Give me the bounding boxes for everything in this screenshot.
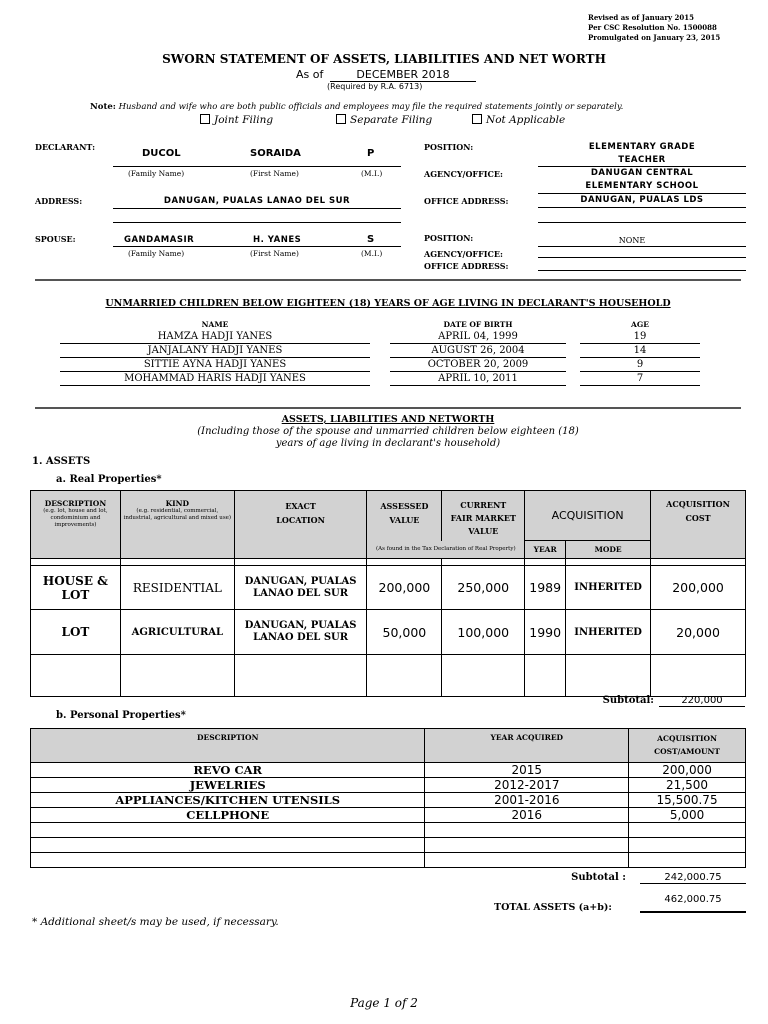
mi-caption: (M.I.) bbox=[361, 169, 383, 178]
fmv-header bbox=[442, 491, 525, 541]
child-dob: APRIL 04, 1999 bbox=[390, 330, 566, 344]
fmv-header-line: FAIR MARKET bbox=[450, 513, 516, 523]
real-subtotal-value: 220,000 bbox=[659, 695, 745, 707]
position-value bbox=[538, 141, 746, 167]
location-header-line: LOCATION bbox=[276, 515, 325, 525]
property-year: 1989 bbox=[525, 566, 566, 610]
address-label: ADDRESS: bbox=[35, 196, 83, 206]
personal-description: CELLPHONE bbox=[31, 808, 425, 823]
personal-cost-header-line: COST/AMOUNT bbox=[654, 747, 720, 756]
kind-header-label: KIND bbox=[165, 499, 190, 508]
table-row bbox=[31, 823, 746, 838]
spouse-label: SPOUSE: bbox=[35, 234, 76, 244]
total-assets-value: 462,000.75 bbox=[640, 894, 746, 913]
property-mode: INHERITED bbox=[566, 610, 651, 655]
checkbox[interactable] bbox=[200, 114, 210, 124]
child-name: HAMZA HADJI YANES bbox=[60, 330, 370, 344]
mi-caption: (M.I.) bbox=[361, 249, 383, 258]
office-address-label: OFFICE ADDRESS: bbox=[424, 196, 509, 206]
personal-year: 2015 bbox=[425, 763, 629, 778]
real-properties-heading: a. Real Properties* bbox=[56, 474, 162, 485]
spouse-mi: S bbox=[367, 234, 375, 245]
assessed-header-line: VALUE bbox=[389, 515, 420, 525]
assets-subtitle bbox=[0, 426, 768, 450]
assets-title: ASSETS, LIABILITIES AND NETWORTH bbox=[281, 414, 495, 425]
property-description: HOUSE & LOT bbox=[31, 566, 121, 610]
revision-line: Promulgated on January 23, 2015 bbox=[588, 33, 721, 42]
child-name: MOHAMMAD HARIS HADJI YANES bbox=[60, 372, 370, 386]
property-location: DANUGAN, PUALAS LANAO DEL SUR bbox=[234, 566, 367, 610]
personal-cost-header-line: ACQUISITION bbox=[657, 734, 717, 743]
location-header-line: EXACT bbox=[285, 501, 316, 511]
table-row bbox=[31, 610, 746, 655]
first-name-caption: (First Name) bbox=[250, 249, 299, 258]
children-name-header: NAME bbox=[201, 320, 229, 329]
personal-description: REVO CAR bbox=[31, 763, 425, 778]
property-assessed-value: 50,000 bbox=[367, 610, 442, 655]
table-row bbox=[31, 763, 746, 778]
as-of-label: As of bbox=[296, 68, 324, 81]
child-age: 9 bbox=[580, 358, 700, 372]
table-row bbox=[31, 778, 746, 793]
child-dob: OCTOBER 20, 2009 bbox=[390, 358, 566, 372]
position-label: POSITION: bbox=[424, 142, 474, 152]
property-cost: 20,000 bbox=[651, 610, 746, 655]
address-value: DANUGAN, PUALAS LANAO DEL SUR bbox=[163, 196, 351, 206]
child-name: JANJALANY HADJI YANES bbox=[60, 344, 370, 358]
declarant-mi: P bbox=[367, 148, 375, 159]
revision-line: Revised as of January 2015 bbox=[588, 13, 694, 22]
revision-note bbox=[588, 13, 720, 43]
assets-heading: 1. ASSETS bbox=[32, 456, 91, 467]
personal-properties-heading: b. Personal Properties* bbox=[56, 710, 186, 721]
footnote: * Additional sheet/s may be used, if necessary. bbox=[32, 916, 279, 928]
children-age-header: AGE bbox=[631, 320, 649, 329]
table-row bbox=[31, 808, 746, 823]
spouse-position-label: POSITION: bbox=[424, 233, 474, 243]
agency-line: DANUGAN CENTRAL bbox=[590, 168, 694, 178]
child-age: 14 bbox=[580, 344, 700, 358]
property-cost: 200,000 bbox=[651, 566, 746, 610]
real-subtotal-label: Subtotal: bbox=[602, 695, 654, 706]
child-dob: AUGUST 26, 2004 bbox=[390, 344, 566, 358]
spouse-office-address-label: OFFICE ADDRESS: bbox=[424, 261, 509, 271]
personal-subtotal-value: 242,000.75 bbox=[640, 872, 746, 884]
required-by: (Required by R.A. 6713) bbox=[327, 82, 423, 91]
child-age: 19 bbox=[580, 330, 700, 344]
spouse-position-value: NONE bbox=[618, 236, 646, 245]
personal-cost: 5,000 bbox=[629, 808, 746, 823]
revision-line: Per CSC Resolution No. 1500088 bbox=[588, 23, 717, 32]
property-description: LOT bbox=[31, 610, 121, 655]
property-year: 1990 bbox=[525, 610, 566, 655]
family-name-caption: (Family Name) bbox=[128, 249, 185, 258]
personal-description-header: DESCRIPTION bbox=[31, 729, 425, 763]
kind-header-note: (e.g. residential, commercial, industrial, agricultural and mixed use) bbox=[123, 508, 232, 521]
personal-cost: 200,000 bbox=[629, 763, 746, 778]
property-kind: AGRICULTURAL bbox=[120, 610, 234, 655]
description-header bbox=[31, 491, 121, 559]
description-header-label: DESCRIPTION bbox=[44, 499, 107, 508]
table-row bbox=[31, 853, 746, 868]
personal-year: 2012-2017 bbox=[425, 778, 629, 793]
personal-cost-header bbox=[629, 729, 746, 763]
list-item bbox=[60, 372, 700, 386]
real-properties-table bbox=[30, 490, 746, 697]
assessed-header-line: ASSESSED bbox=[380, 501, 429, 511]
table-row bbox=[31, 793, 746, 808]
personal-properties-table bbox=[30, 728, 746, 868]
assets-subtitle-line: years of age living in declarant's household) bbox=[275, 438, 501, 449]
cost-header-line: COST bbox=[685, 513, 711, 523]
checkbox[interactable] bbox=[472, 114, 482, 124]
table-row bbox=[31, 655, 746, 697]
spacer-row bbox=[31, 559, 746, 566]
spouse-family-name: GANDAMASIR bbox=[124, 235, 195, 245]
personal-year: 2001-2016 bbox=[425, 793, 629, 808]
fmv-header-line: CURRENT bbox=[460, 500, 507, 510]
property-location: DANUGAN, PUALAS LANAO DEL SUR bbox=[234, 610, 367, 655]
property-fmv: 100,000 bbox=[442, 610, 525, 655]
children-dob-header: DATE OF BIRTH bbox=[443, 320, 513, 329]
total-assets-label: TOTAL ASSETS (a+b): bbox=[494, 902, 612, 913]
page-title: SWORN STATEMENT OF ASSETS, LIABILITIES AND NET WORTH bbox=[162, 52, 606, 66]
spouse-agency-label: AGENCY/OFFICE: bbox=[424, 249, 503, 259]
year-header: YEAR bbox=[525, 541, 566, 559]
location-header bbox=[234, 491, 367, 559]
description-header-note: (e.g. lot, house and lot, condominium and improvements) bbox=[43, 508, 108, 528]
children-title: UNMARRIED CHILDREN BELOW EIGHTEEN (18) YEARS OF AGE LIVING IN DECLARANT'S HOUSEHOLD bbox=[105, 298, 671, 309]
note-label: Note: bbox=[90, 102, 116, 112]
as-of-value: DECEMBER 2018 bbox=[330, 68, 476, 82]
personal-cost: 15,500.75 bbox=[629, 793, 746, 808]
first-name-caption: (First Name) bbox=[250, 169, 299, 178]
separate-filing-label: Separate Filing bbox=[350, 114, 433, 126]
position-line: TEACHER bbox=[618, 155, 666, 165]
note-text: Husband and wife who are both public officials and employees may file the required statements jointly or separately. bbox=[118, 102, 624, 112]
spouse-first-name: H. YANES bbox=[253, 235, 302, 245]
declarant-family-name: DUCOL bbox=[142, 148, 181, 159]
list-item bbox=[60, 344, 700, 358]
property-assessed-value: 200,000 bbox=[367, 566, 442, 610]
cost-header-line: ACQUISITION bbox=[666, 499, 730, 509]
note bbox=[90, 102, 623, 112]
agency-line: ELEMENTARY SCHOOL bbox=[585, 181, 699, 191]
property-mode: INHERITED bbox=[566, 566, 651, 610]
assessed-header bbox=[367, 491, 442, 541]
not-applicable-option[interactable] bbox=[472, 114, 565, 126]
personal-year-header: YEAR ACQUIRED bbox=[425, 729, 629, 763]
joint-filing-label: Joint Filing bbox=[214, 114, 274, 126]
agency-label: AGENCY/OFFICE: bbox=[424, 169, 503, 179]
personal-subtotal-label: Subtotal : bbox=[571, 872, 626, 883]
kind-header bbox=[120, 491, 234, 559]
family-name-caption: (Family Name) bbox=[128, 169, 185, 178]
checkbox[interactable] bbox=[336, 114, 346, 124]
assets-subtitle-line: (Including those of the spouse and unmarried children below eighteen (18) bbox=[197, 426, 579, 437]
property-kind: RESIDENTIAL bbox=[120, 566, 234, 610]
separate-filing-option[interactable] bbox=[336, 114, 432, 126]
personal-year: 2016 bbox=[425, 808, 629, 823]
list-item bbox=[60, 358, 700, 372]
fmv-note: (As found in the Tax Declaration of Real Property) bbox=[367, 541, 525, 559]
personal-cost: 21,500 bbox=[629, 778, 746, 793]
page-number: Page 1 of 2 bbox=[350, 996, 418, 1010]
table-row bbox=[31, 566, 746, 610]
joint-filing-option[interactable] bbox=[200, 114, 273, 126]
list-item bbox=[60, 330, 700, 344]
not-applicable-label: Not Applicable bbox=[486, 114, 566, 126]
child-dob: APRIL 10, 2011 bbox=[390, 372, 566, 386]
children-list bbox=[60, 330, 700, 386]
cost-header bbox=[651, 491, 746, 559]
position-line: ELEMENTARY GRADE bbox=[588, 142, 696, 152]
agency-value bbox=[538, 167, 746, 193]
fmv-header-line: VALUE bbox=[468, 526, 499, 536]
mode-header: MODE bbox=[566, 541, 651, 559]
table-row bbox=[31, 838, 746, 853]
personal-description: APPLIANCES/KITCHEN UTENSILS bbox=[31, 793, 425, 808]
declarant-label: DECLARANT: bbox=[35, 142, 96, 152]
child-name: SITTIE AYNA HADJI YANES bbox=[60, 358, 370, 372]
declarant-first-name: SORAIDA bbox=[250, 148, 301, 159]
child-age: 7 bbox=[580, 372, 700, 386]
acquisition-header: ACQUISITION bbox=[525, 491, 651, 541]
office-address-value: DANUGAN, PUALAS LDS bbox=[580, 195, 704, 205]
property-fmv: 250,000 bbox=[442, 566, 525, 610]
personal-description: JEWELRIES bbox=[31, 778, 425, 793]
